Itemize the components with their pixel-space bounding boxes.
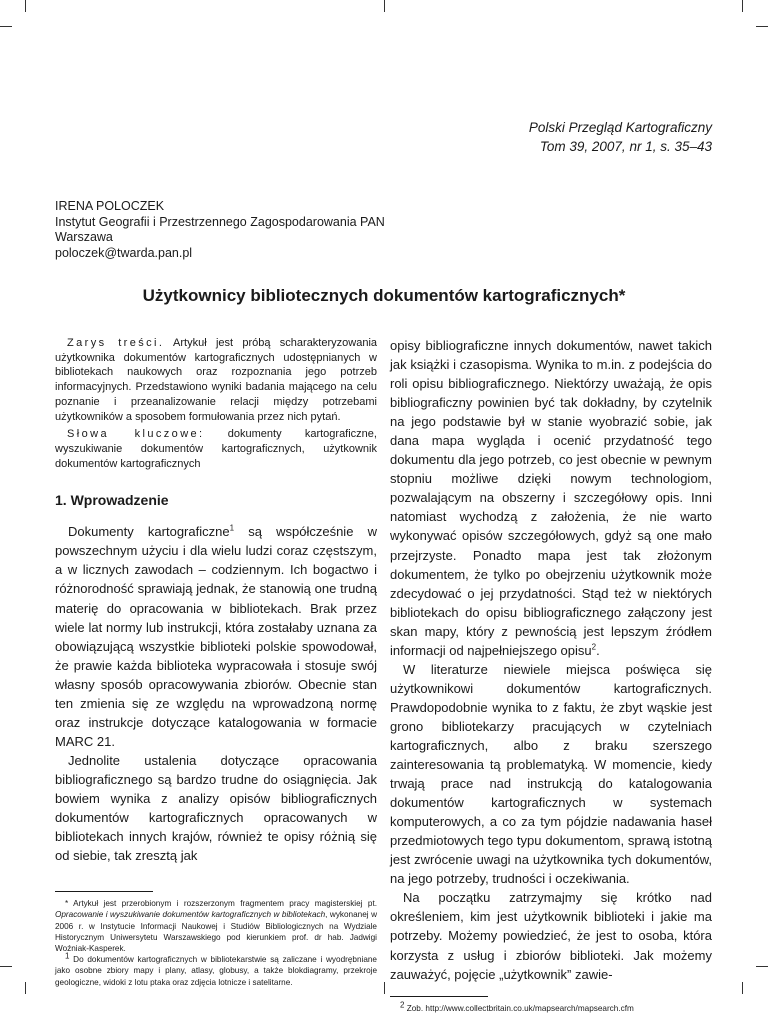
abstract-label: Zarys treści. — [67, 337, 165, 349]
author-name: IRENA POLOCZEK — [55, 199, 165, 213]
abstract — [55, 336, 377, 471]
author-email: poloczek@twarda.pan.pl — [55, 245, 193, 260]
author-city: Warszawa — [55, 230, 113, 244]
crop-mark — [756, 966, 768, 967]
footnote-text: Zob. http://www.collectbritain.co.uk/mapsearch/mapsearch.cfm — [404, 1003, 634, 1013]
footnote-divider — [55, 891, 153, 892]
keywords-label: Słowa kluczowe: — [67, 428, 205, 441]
right-body-text — [390, 336, 712, 984]
keywords-text: dokumenty kartograficzne, wyszukiwanie dokumentów kartograficznych, użytkownik dokumentów kartograficznych — [55, 428, 377, 470]
crop-mark — [756, 26, 768, 27]
journal-volume: Tom 39, 2007, nr 1, s. 35–43 — [539, 139, 712, 154]
footnote-1 — [55, 951, 377, 988]
footnote-number: 1 — [65, 951, 70, 961]
paragraph: Na początku zatrzymajmy się krótko nad określeniem, kim jest użytkownik biblioteki i jakie ma potrzeby. Możemy powiedzieć, że jest to osoba, która korzysta z usług i zbiorów biblioteki. Jak możemy zauważyć, pojęcie „użytkownik” zawie- — [390, 890, 712, 982]
left-body-text — [55, 522, 377, 865]
paragraph — [55, 522, 377, 751]
left-column — [55, 336, 377, 988]
crop-mark — [742, 0, 743, 12]
crop-mark — [25, 982, 26, 994]
crop-mark — [25, 0, 26, 12]
footnote-text: * Artykuł jest przerobionym i rozszerzonym fragmentem pracy magisterskiej pt. — [65, 899, 377, 909]
crop-mark — [0, 966, 12, 967]
paragraph: W literaturze niewiele miejsca poświęca się użytkownikowi dokumentów kartograficznych. Prawdopodobnie wynika to z faktu, że zbyt wąskie jest grono bibliotekarzy pracujących w czytelniach kartograficznych, albo z braku szerszego zainteresowania tą problematyką. W momencie, kiedy trwają prace nad instrukcją do katalogowania dokumentów kartograficznych w systemach komputerowych, a co za tym pójdzie nadawania haseł przedmiotowych tego typu dokumentom, sprawą istotną jest zwrócenie uwagi na użytkownika tych dokumentów, na jego potrzeby, trudności i oczekiwania. — [390, 661, 712, 887]
footnote-text: , wykonanej w 2006 r. w Instytucie Informacji Naukowej i Studiów Bibliologicznych na Wydziale Historycznym Uniwersytetu Warszawskiego pod kierunkiem prof. dr hab. Jadwigi Woźniak-Kasperek. — [55, 910, 377, 953]
paragraph-text: . — [596, 642, 600, 658]
footnote-2 — [390, 999, 712, 1014]
author-institute: Instytut Geografii i Przestrzennego Zagospodarowania PAN — [55, 214, 385, 229]
footnotes — [55, 898, 377, 988]
crop-mark — [742, 982, 743, 994]
footnote-star — [55, 898, 377, 954]
crop-mark — [0, 26, 12, 27]
author-block — [55, 199, 385, 261]
footnote-ref: 2 — [591, 642, 597, 652]
article-title: Użytkownicy bibliotecznych dokumentów kartograficznych* — [142, 286, 626, 305]
section-heading: 1. Wprowadzenie — [55, 492, 169, 509]
journal-citation — [529, 118, 712, 156]
keywords-paragraph — [55, 427, 377, 471]
right-column — [390, 336, 712, 1014]
footnote-italic: Opracowanie i wyszukiwanie dokumentów kartograficznych w bibliotekach — [55, 910, 326, 920]
paragraph: Jednolite ustalenia dotyczące opracowania bibliograficznego są bardzo trudne do osiągnięcia. Jak bowiem wynika z analizy opisów bibliograficznych dokumentów kartograficznych opracowanych w bibliotekach innych krajów, również te opisy różnią się od siebie, tak zresztą jak — [55, 752, 377, 864]
crop-mark — [384, 0, 385, 12]
paragraph-text: opisy bibliograficzne innych dokumentów, nawet takich jak książki i czasopisma. Wynika to m.in. z podejścia do roli opisu bibliograficznego. Niektórzy uważają, że opis bibliograficzny powinien być tak dokładny, by czytelnik na jego podstawie był w stanie wyobrazić sobie, jak dana mapa wygląda i ocenić przydatność tego dokumentu dla jego potrzeb, co jest obecnie w pewnym stopniu możliwe dzięki nowym technologiom, pozwalającym na obszerny i szczegółowy opis. Inni natomiast wychodzą z założenia, że nie warto wykonywać opisów szczegółowych, gdyż są one mało przejrzyste. Ponadto mapa jest tak złożonym dokumentem, że tylko po obejrzeniu użytkownik może zdecydować o jej przydatności. Stąd też w niektórych bibliotekach do opisu bibliograficznego załączony jest skan mapy, który z pewnością jest lepszym źródłem informacji od najpełniejszego opisu — [390, 338, 712, 658]
footnote-number: 2 — [400, 999, 405, 1009]
paragraph-text: są współcześnie w powszechnym użyciu i dla wielu ludzi coraz częstszym, a w licznych zawodach – codziennym. Ich bogactwo i różnorodność sprawiają jednak, że stanowią one trudną materię do opracowania w bibliotekach. Brak przez wiele lat normy lub instrukcji, która zostałaby uznana za obowiązującą wszystkie biblioteki polskie spowodował, że prawie każda biblioteka wypracowała i stosuje swój własny sposób opracowywania zbiorów. Obecnie stan ten zmienia się ze względu na wprowadzoną normę oraz instrukcje dotyczące katalogowania w formacie MARC 21. — [55, 524, 377, 749]
journal-name: Polski Przegląd Kartograficzny — [528, 120, 712, 135]
paragraph — [390, 336, 712, 660]
abstract-text: Artykuł jest próbą scharakteryzowania użytkownika dokumentów kartograficznych udostępnianych w bibliotekach naukowych oraz rozpoznania jego potrzeb informacyjnych. Przedstawiono wyniki badania mającego na celu poznanie i przeanalizowanie relacji między potrzebami użytkowników a sposobem formułowania przez nich pytań. — [55, 337, 378, 423]
paragraph-text: Dokumenty kartograficzne — [68, 524, 230, 540]
footnote-ref: 1 — [229, 524, 235, 533]
footnote-text: Do dokumentów kartograficznych w bibliotekarstwie są zaliczane i wyodrębniane jako osobne zbiory mapy i plany, atlasy, globusy, a także blokdiagramy, przekroje geologiczne, widoki z lotu ptaka oraz zdjęcia lotnicze i satelitarne. — [55, 955, 377, 987]
crop-mark — [384, 982, 385, 994]
footnote-divider — [390, 996, 488, 997]
footnotes — [390, 999, 712, 1014]
abstract-paragraph — [55, 336, 377, 424]
